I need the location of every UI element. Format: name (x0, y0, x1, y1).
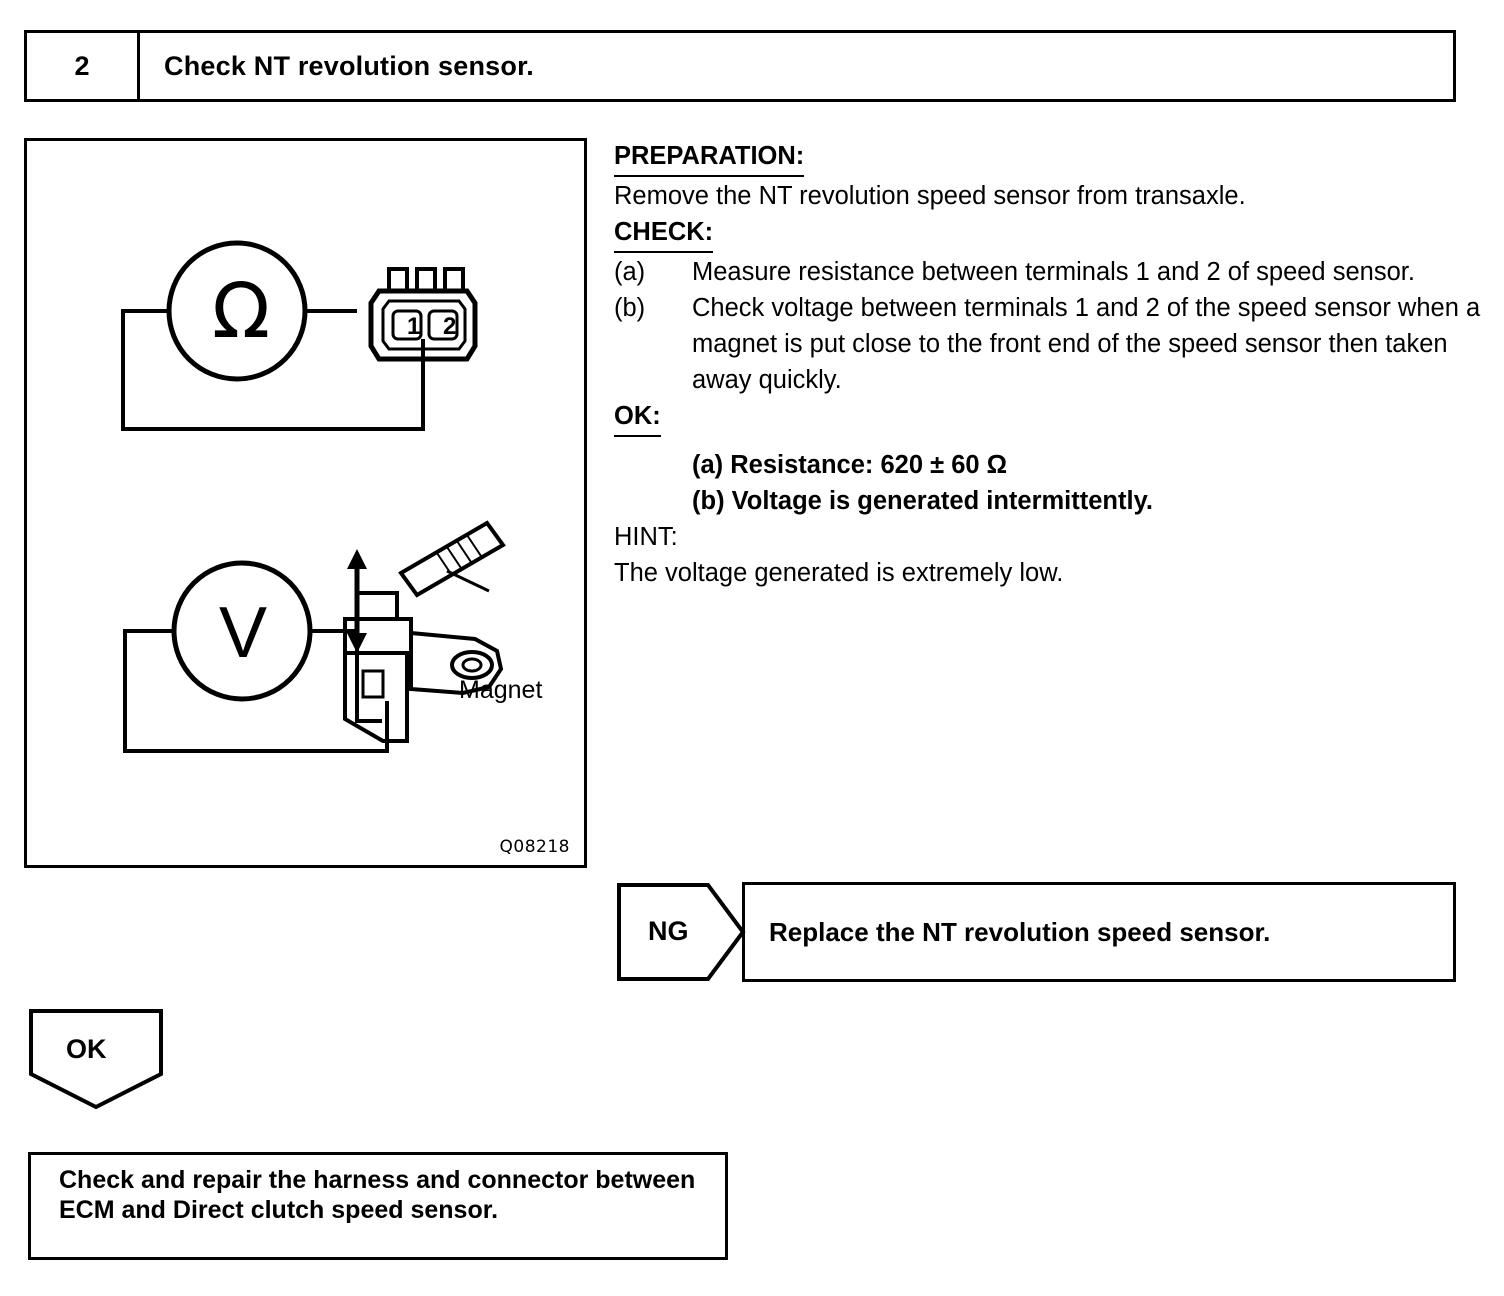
check-item (614, 254, 1489, 290)
ng-action-box: Replace the NT revolution speed sensor. (742, 882, 1456, 982)
volt-symbol: V (219, 593, 268, 673)
check-item-text: Measure resistance between terminals 1 and 2 of speed sensor. (692, 258, 1415, 286)
check-heading: CHECK: (614, 214, 713, 253)
ng-label: NG (648, 916, 689, 946)
terminal-2-label: 2 (443, 313, 457, 340)
hint-text: The voltage generated is extremely low. (614, 559, 1064, 587)
ng-branch (616, 882, 1456, 982)
step-title: Check NT revolution sensor. (164, 50, 534, 81)
step-number: 2 (27, 33, 140, 99)
ok-item: (a) Resistance: 620 ± 60 Ω (692, 451, 1008, 479)
preparation-text: Remove the NT revolution speed sensor from transaxle. (614, 182, 1246, 210)
sensor-test-diagram (27, 141, 584, 865)
ng-arrow-tag (616, 882, 746, 982)
preparation-heading: PREPARATION: (614, 138, 804, 177)
check-item-marker: (a) (614, 258, 646, 286)
check-item (614, 290, 1489, 398)
figure-panel (24, 138, 587, 868)
ok-arrow-tag (28, 1008, 164, 1110)
magnet-label: Magnet (459, 676, 543, 704)
figure-code: Q08218 (499, 837, 570, 857)
check-item-marker: (b) (614, 294, 646, 322)
ok-label: OK (66, 1034, 107, 1064)
hint-heading: HINT: (614, 523, 678, 551)
step-header (24, 30, 1456, 102)
check-item-text: Check voltage between terminals 1 and 2 of the speed sensor when a magnet is put close to the front end of the speed sensor then taken away quickly. (692, 294, 1481, 394)
terminal-1-label: 1 (407, 313, 421, 340)
ok-action-box: Check and repair the harness and connector between ECM and Direct clutch speed sensor. (28, 1152, 728, 1260)
ok-item: (b) Voltage is generated intermittently. (692, 487, 1153, 515)
ohm-symbol: Ω (212, 266, 271, 355)
ok-heading: OK: (614, 398, 661, 437)
instruction-text (614, 138, 1489, 591)
